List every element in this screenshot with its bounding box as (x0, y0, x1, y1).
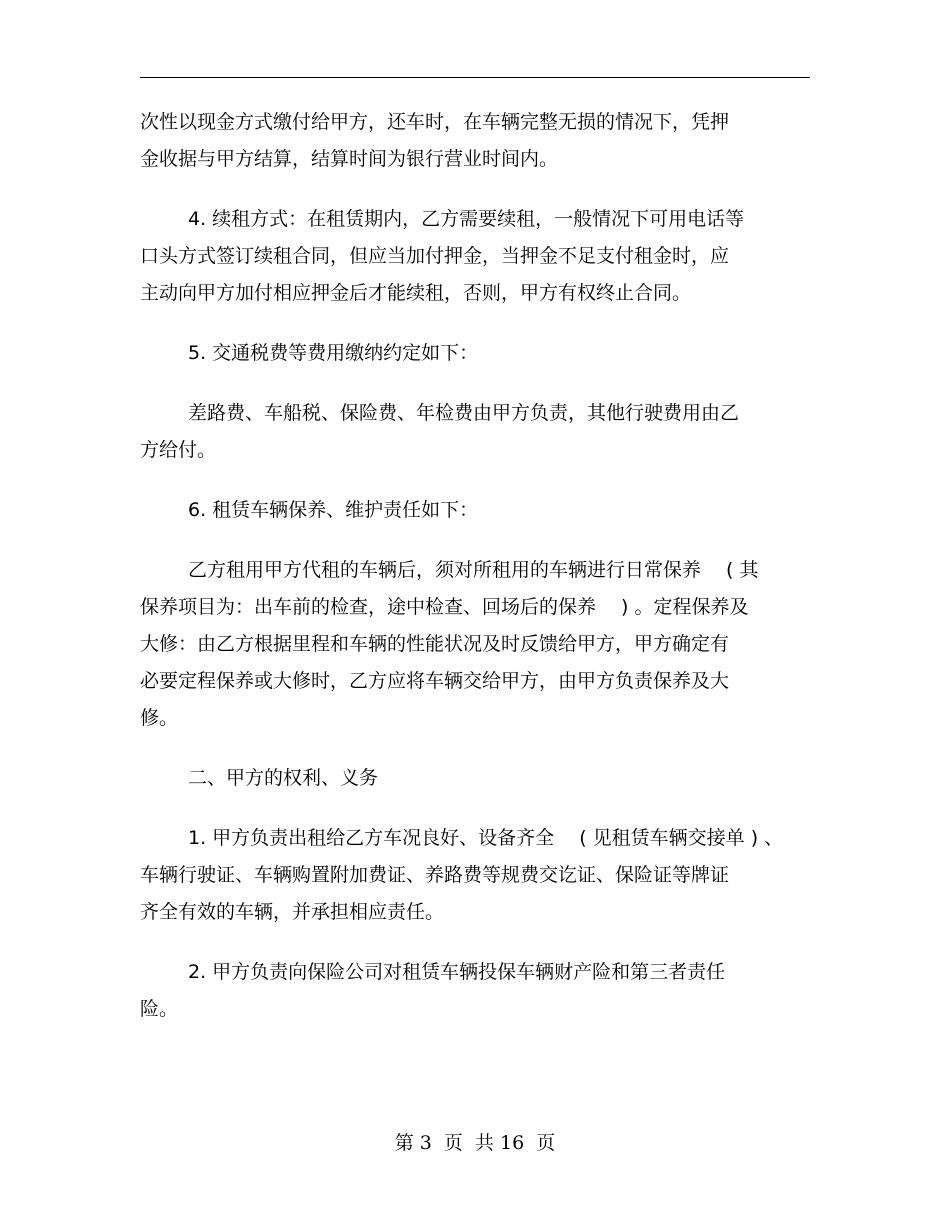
paragraph (140, 960, 810, 1022)
paragraph-line: 主动向甲方加付相应押金后才能续租，否则，甲方有权终止合同。 (140, 282, 692, 304)
paragraph-line: 保养项目为：出车前的检查，途中检查、回场后的保养 ) 。定程保养及 (140, 596, 749, 618)
paragraph-line: 口头方式签订续租合同，但应当加付押金，当押金不足支付租金时，应 (140, 245, 730, 267)
paragraph-line: 必要定程保养或大修时，乙方应将车辆交给甲方，由甲方负责保养及大 (140, 670, 730, 692)
paragraph-line: 大修：由乙方根据里程和车辆的性能状况及时反馈给甲方，甲方确定有 (140, 633, 730, 655)
paragraph (140, 826, 810, 925)
paragraph-line: 差路费、车船税、保险费、年检费由甲方负责，其他行驶费用由乙 (188, 402, 740, 424)
paragraph-line: 1. 甲方负责出租给乙方车况良好、设备齐全 ( 见租赁车辆交接单 ) 、 (188, 827, 784, 849)
paragraph-line: 车辆行驶证、车辆购置附加费证、养路费等规费交讫证、保险证等牌证 (140, 864, 730, 886)
paragraph-line: 险。 (140, 998, 179, 1020)
paragraph-line: 2. 甲方负责向保险公司对租赁车辆投保车辆财产险和第三者责任 (188, 961, 726, 983)
paragraph (140, 341, 810, 366)
document-body (140, 110, 810, 1022)
paragraph-line: 修。 (140, 707, 179, 729)
paragraph-line: 6. 租赁车辆保养、维护责任如下： (188, 499, 479, 521)
paragraph-line: 方给付。 (140, 439, 217, 461)
paragraph-line: 4. 续租方式：在租赁期内，乙方需要续租，一般情况下可用电话等 (188, 208, 745, 230)
paragraph (140, 401, 810, 463)
paragraph (140, 558, 810, 731)
header-rule (140, 77, 810, 78)
paragraph-line: 乙方租用甲方代租的车辆后，须对所租用的车辆进行日常保养 ( 其 (188, 559, 759, 581)
page-number: 第 3 页 共 16 页 (394, 1132, 556, 1154)
paragraph (140, 498, 810, 523)
paragraph-line: 5. 交通税费等费用缴纳约定如下： (188, 342, 479, 364)
paragraph (140, 207, 810, 306)
paragraph (140, 766, 810, 791)
paragraph (140, 110, 810, 172)
paragraph-line: 二、甲方的权利、义务 (188, 767, 379, 789)
paragraph-line: 齐全有效的车辆，并承担相应责任。 (140, 901, 445, 923)
paragraph-line: 次性以现金方式缴付给甲方，还车时，在车辆完整无损的情况下，凭押 (140, 111, 730, 133)
paragraph-line: 金收据与甲方结算，结算时间为银行营业时间内。 (140, 148, 559, 170)
